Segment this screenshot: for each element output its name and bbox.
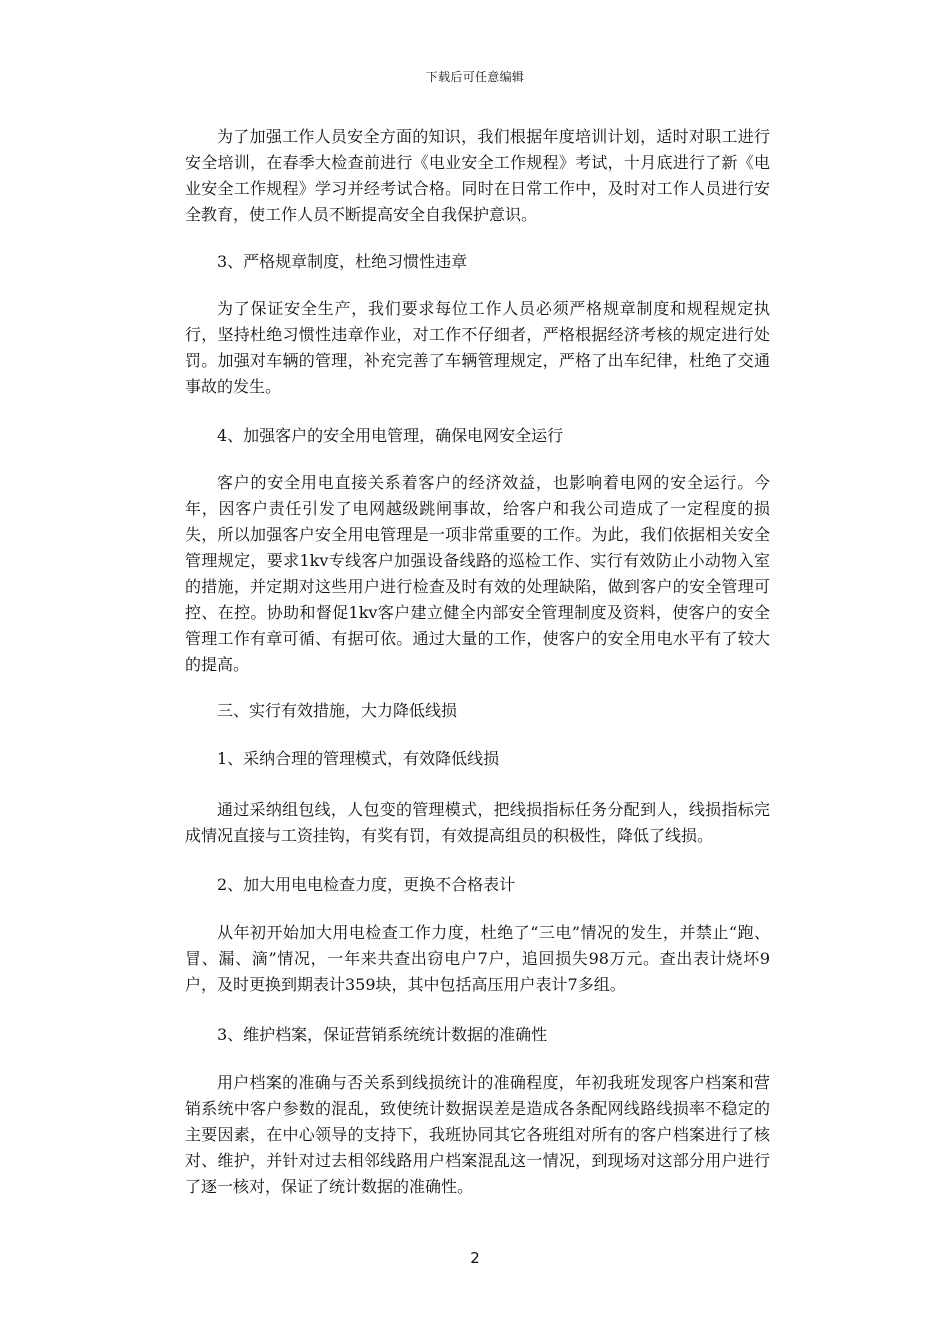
heading-customer-safety: 4、加强客户的安全用电管理，确保电网安全运行 (217, 426, 564, 445)
heading-section-three: 三、实行有效措施，大力降低线损 (217, 701, 458, 720)
paragraph-inspection: 从年初开始加大用电检查工作力度，杜绝了“三电”情况的发生，并禁止“跑、冒、漏、滴”情况，一年来共查出窃电户7户，追回损失98万元。查出表计烧坏9户，及时更换到期表计359块，其中包括高压用户表计7多组。 (185, 923, 770, 994)
heading-management-mode: 1、采纳合理的管理模式，有效降低线损 (217, 749, 500, 768)
heading-archives: 3、维护档案，保证营销系统统计数据的准确性 (217, 1025, 548, 1044)
paragraph-strict-rules: 为了保证安全生产，我们要求每位工作人员必须严格规章制度和规程规定执行，坚持杜绝习惯性违章作业，对工作不仔细者，严格根据经济考核的规定进行处罚。加强对车辆的管理，补充完善了车辆管理规定，严格了出车纪律，杜绝了交通事故的发生。 (185, 299, 770, 396)
paragraph-customer-safety: 客户的安全用电直接关系着客户的经济效益，也影响着电网的安全运行。今年，因客户责任引发了电网越级跳闸事故，给客户和我公司造成了一定程度的损失，所以加强客户安全用电管理是一项非常重要的工作。为此，我们依据相关安全管理规定，要求1kv专线客户加强设备线路的巡检工作、实行有效防止小动物入室的措施，并定期对这些用户进行检查及时有效的处理缺陷，做到客户的安全管理可控、在控。协助和督促1kv客户建立健全内部安全管理制度及资料，使客户的安全管理工作有章可循、有据可依。通过大量的工作，使客户的安全用电水平有了较大的提高。 (185, 473, 770, 674)
paragraph-management-mode: 通过采纳组包线，人包变的管理模式，把线损指标任务分配到人，线损指标完成情况直接与工资挂钩，有奖有罚，有效提高组员的积极性，降低了线损。 (185, 800, 770, 845)
page-number: 2 (470, 1249, 480, 1267)
paragraph-safety-training: 为了加强工作人员安全方面的知识，我们根据年度培训计划，适时对职工进行安全培训，在春季大检查前进行《电业安全工作规程》考试，十月底进行了新《电业安全工作规程》学习并经考试合格。同时在日常工作中，及时对工作人员进行安全教育，使工作人员不断提高安全自我保护意识。 (185, 127, 770, 224)
heading-inspection: 2、加大用电电检查力度，更换不合格表计 (217, 875, 516, 894)
page-header: 下载后可任意编辑 (425, 70, 525, 84)
heading-strict-rules: 3、严格规章制度，杜绝习惯性违章 (217, 252, 468, 271)
paragraph-archives: 用户档案的准确与否关系到线损统计的准确程度，年初我班发现客户档案和营销系统中客户参数的混乱，致使统计数据误差是造成各条配网线路线损率不稳定的主要因素，在中心领导的支持下，我班协同其它各班组对所有的客户档案进行了核对、维护，并针对过去相邻线路用户档案混乱这一情况，到现场对这部分用户进行了逐一核对，保证了统计数据的准确性。 (185, 1073, 770, 1196)
